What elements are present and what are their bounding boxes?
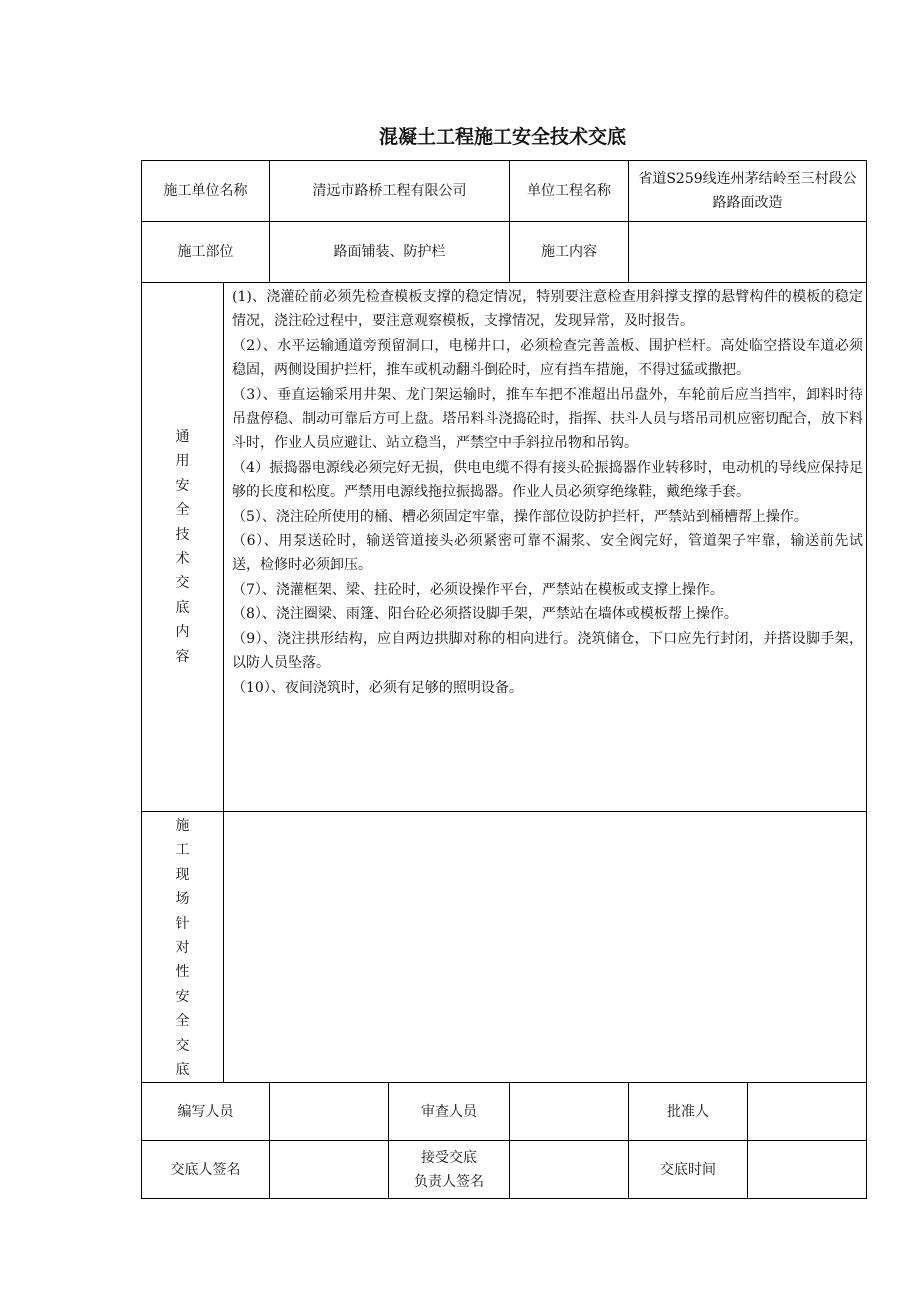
part-value[interactable]: 路面铺装、防护栏	[270, 222, 510, 283]
footer-row-sign	[142, 1141, 867, 1199]
project-label: 单位工程名称	[510, 161, 629, 222]
unit-label: 施工单位名称	[142, 161, 270, 222]
signer-value[interactable]	[270, 1141, 389, 1199]
general-label-cell	[142, 283, 224, 812]
general-item-10: （10）、夜间浇筑时，必须有足够的照明设备。	[232, 679, 523, 696]
general-content	[224, 283, 867, 812]
site-label: 施工现场针对性安全交底	[175, 818, 190, 1079]
site-content[interactable]	[224, 812, 867, 1083]
writer-value[interactable]	[270, 1083, 389, 1141]
general-label: 通用安全技术交底内容	[175, 428, 190, 665]
content-label: 施工内容	[510, 222, 629, 283]
receiver-value[interactable]	[510, 1141, 629, 1199]
signer-label: 交底人签名	[142, 1141, 270, 1199]
site-section	[142, 812, 867, 1083]
time-label: 交底时间	[629, 1141, 748, 1199]
approver-label: 批准人	[629, 1083, 748, 1141]
general-item-5: （5）、浇注砼所使用的桶、槽必须固定牢靠，操作部位设防护拦杆，严禁站到桶槽帮上操作。	[232, 508, 808, 525]
part-label: 施工部位	[142, 222, 270, 283]
approver-value[interactable]	[748, 1083, 867, 1141]
receiver-label-line1: 接受交底	[421, 1149, 477, 1166]
site-label-cell	[142, 812, 224, 1083]
header-row-part	[142, 222, 867, 283]
general-section	[142, 283, 867, 812]
general-item-1: (1)、浇灌砼前必须先检查模板支撑的稳定情况，特别要注意检查用斜撑支撑的悬臂构件的模板的稳定情况，浇注砼过程中，要注意观察模板，支撑情况，发现异常，及时报告。	[232, 289, 863, 330]
document-title: 混凝土工程施工安全技术交底	[378, 126, 626, 148]
receiver-label-line2: 负责人签名	[414, 1173, 484, 1190]
header-row-unit	[142, 161, 867, 222]
footer-row-staff	[142, 1083, 867, 1141]
writer-label: 编写人员	[142, 1083, 270, 1141]
general-item-3: （3）、垂直运输采用井架、龙门架运输时，推车车把不准超出吊盘外，车轮前后应当挡牢，卸料时待吊盘停稳、制动可靠后方可上盘。塔吊料斗浇捣砼时，指挥、扶斗人员与塔吊司机应密切配合，放下料斗时，作业人员应避让、站立稳当，严禁空中手斜拉吊物和吊钩。	[232, 386, 863, 452]
content-value[interactable]	[629, 222, 867, 283]
project-value[interactable]: 省道S259线连州茅结岭至三村段公路路面改造	[629, 161, 867, 222]
unit-value[interactable]: 清远市路桥工程有限公司	[270, 161, 510, 222]
general-item-2: （2）、水平运输通道旁预留洞口，电梯井口，必须检查完善盖板、围护栏杆。高处临空搭设车道必须稳固，两侧设围护拦杆，推车或机动翻斗倒砼时，应有挡车措施，不得过猛或撒把。	[232, 337, 863, 379]
general-item-7: （7）、浇灌框架、梁、拄砼时，必须设操作平台，严禁站在模板或支撑上操作。	[232, 581, 724, 598]
receiver-label	[389, 1141, 510, 1199]
general-item-8: （8）、浇注圈梁、雨篷、阳台砼必须搭设脚手架，严禁站在墙体或模板帮上操作。	[232, 606, 738, 623]
safety-briefing-form	[141, 160, 867, 1199]
reviewer-value[interactable]	[510, 1083, 629, 1141]
time-value[interactable]	[748, 1141, 867, 1199]
general-item-6: （6）、用泵送砼时，输送管道接头必须紧密可靠不漏浆、安全阀完好，管道架子牢靠，输送前先试送，检修时必须卸压。	[232, 533, 863, 574]
general-item-4: （4）振捣器电源线必须完好无损，供电电缆不得有接头砼振捣器作业转移时，电动机的导线应保持足够的长度和松度。严禁用电源线拖拉振捣器。作业人员必须穿绝缘鞋，戴绝缘手套。	[232, 459, 863, 501]
general-item-9: （9）、浇注拱形结构，应自两边拱脚对称的相向进行。浇筑储仓，下口应先行封闭，并搭设脚手架，以防人员坠落。	[232, 630, 863, 672]
reviewer-label: 审查人员	[389, 1083, 510, 1141]
